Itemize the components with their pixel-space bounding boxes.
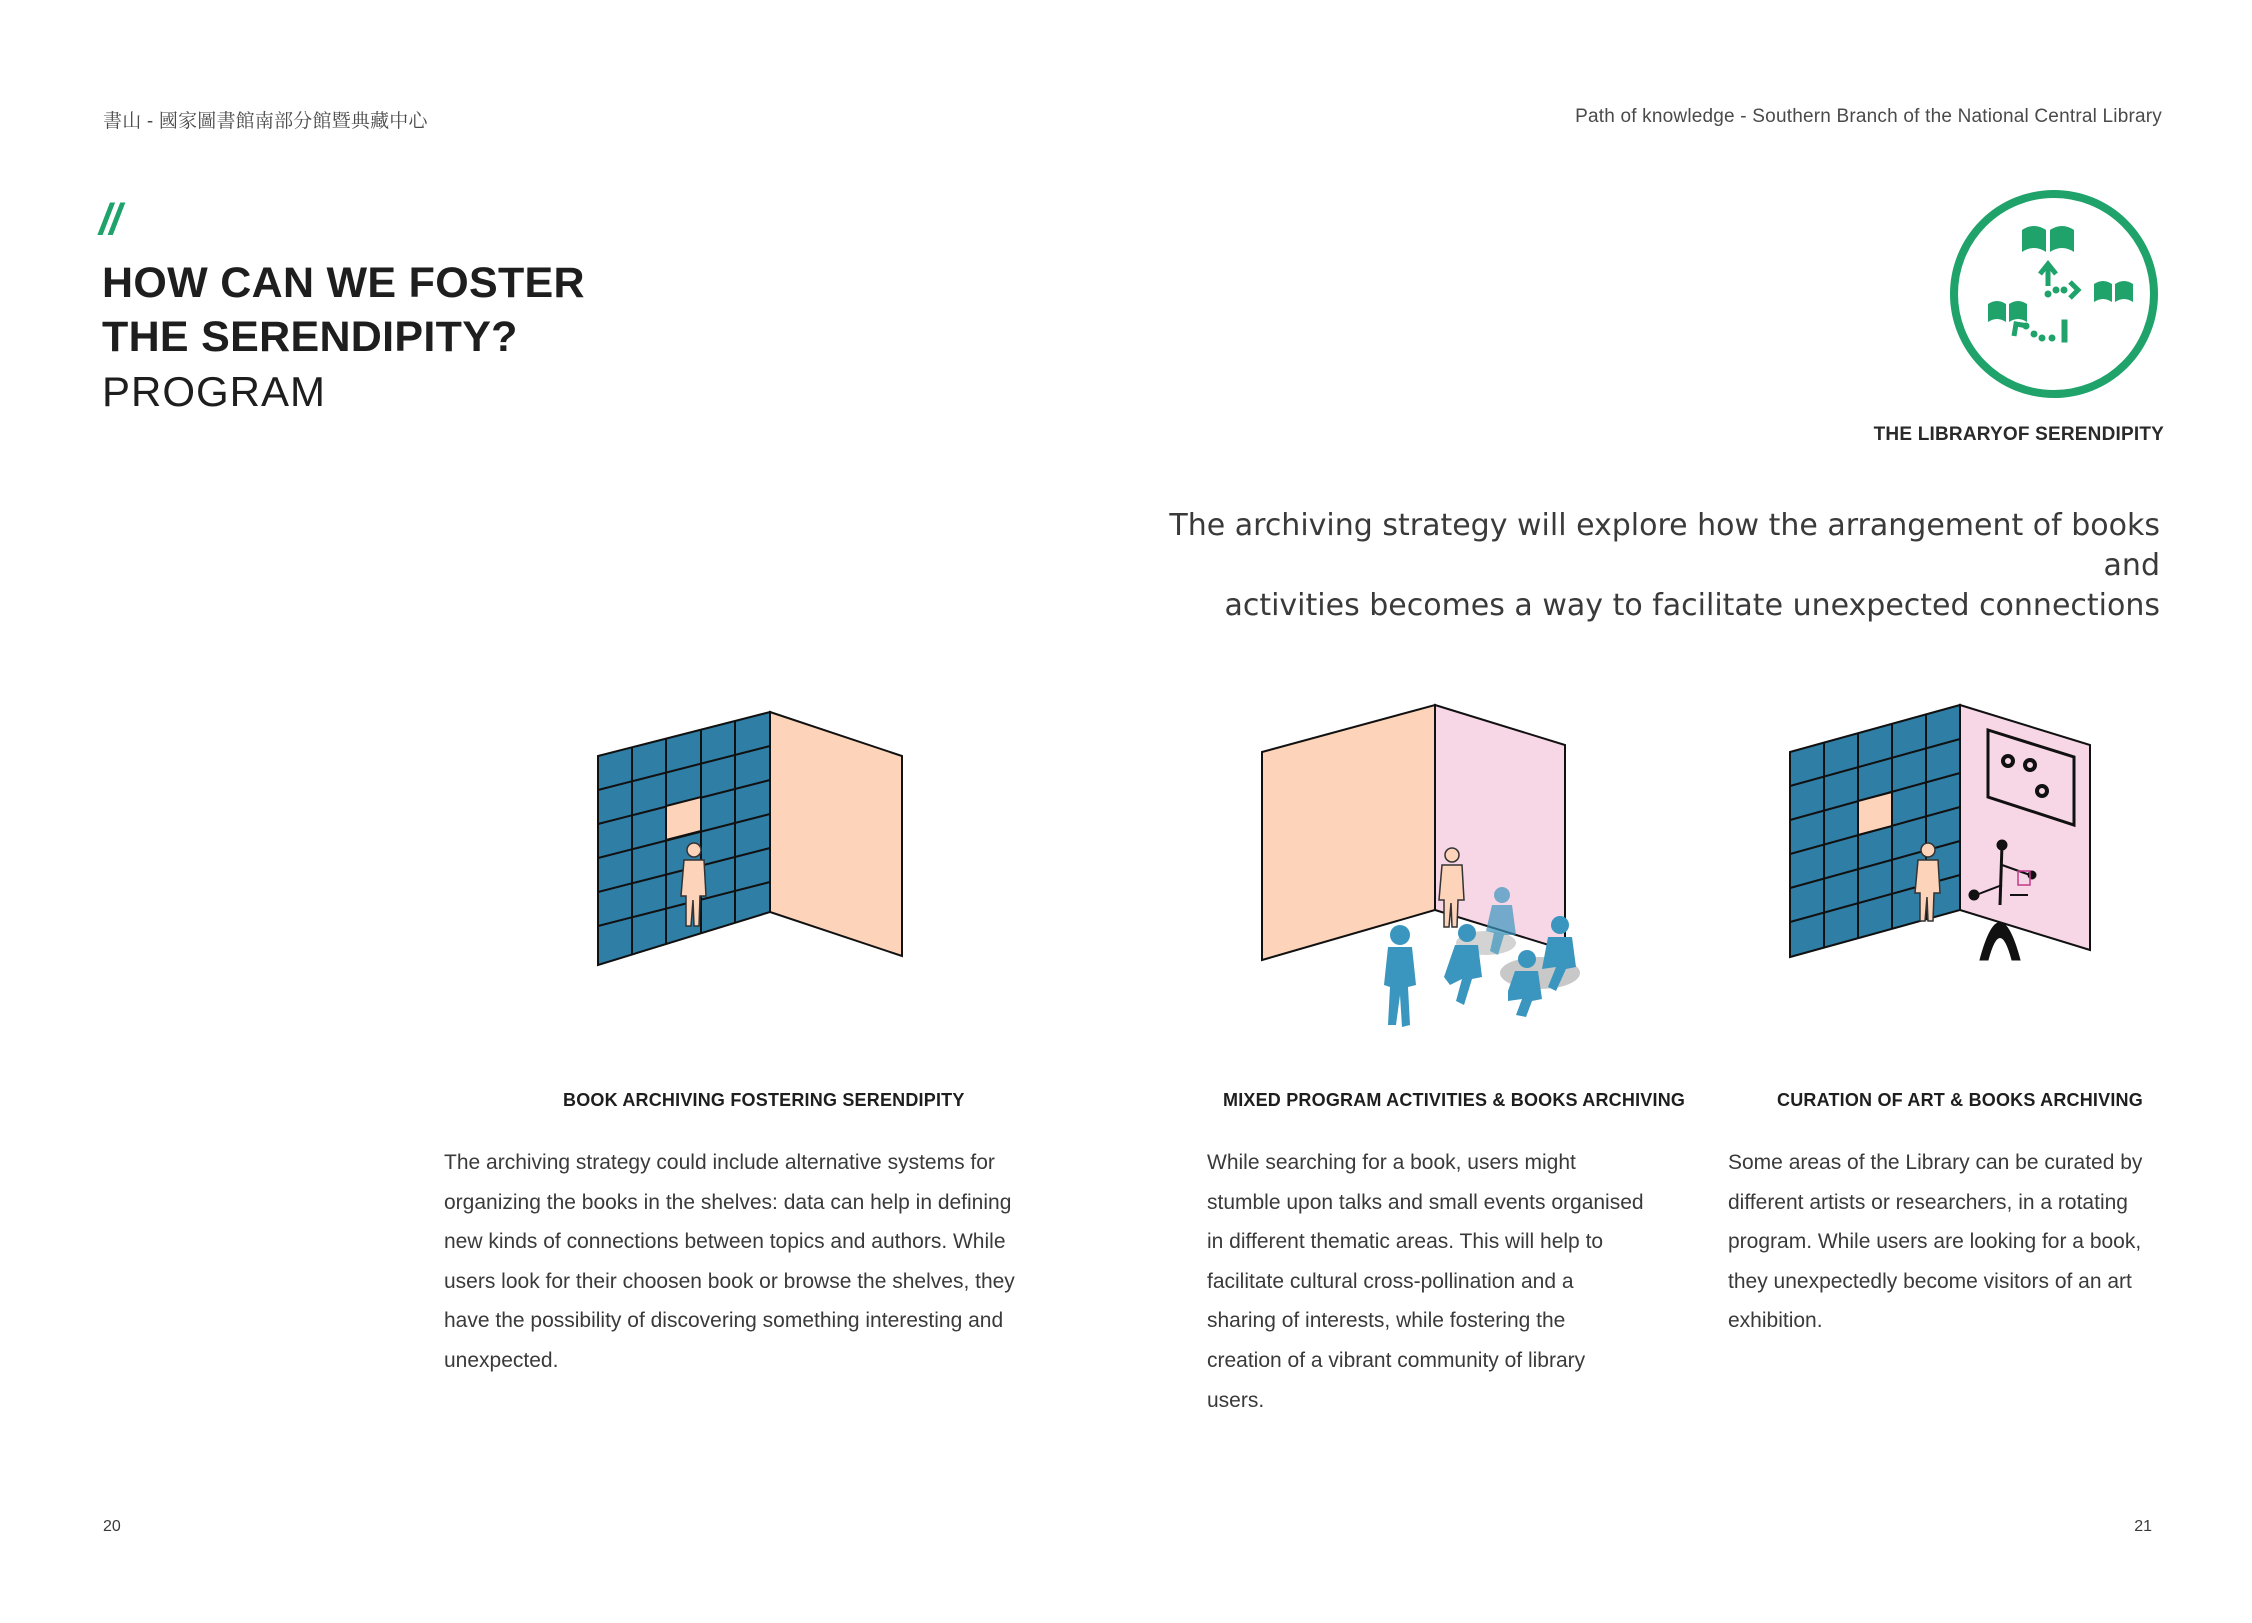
page-title-line-1: HOW CAN WE FOSTER — [102, 259, 585, 307]
text-line: users. — [1207, 1388, 1265, 1412]
text-line: The archiving strategy could include alternative systems for — [444, 1151, 995, 1174]
header-right-title: Path of knowledge - Southern Branch of the National Central Library — [1575, 106, 2162, 127]
text-line: different artists or researchers, in a rotating — [1728, 1190, 2128, 1214]
text-line: sharing of interests, while fostering the — [1207, 1309, 1566, 1333]
column-text-mixed-program — [1207, 1143, 1677, 1420]
page-subtitle: PROGRAM — [102, 368, 327, 415]
text-line: stumble upon talks and small events organised — [1207, 1190, 1644, 1214]
column-text-book-archiving — [444, 1143, 1044, 1381]
text-line: organizing the books in the shelves: data can help in defining — [444, 1190, 1012, 1214]
text-line: in different thematic areas. This will help to — [1207, 1230, 1604, 1254]
page-number-right: 21 — [2134, 1518, 2152, 1535]
column-title-mixed-program: MIXED PROGRAM ACTIVITIES & BOOKS ARCHIVING — [1223, 1090, 1686, 1110]
text-line: creation of a vibrant community of library — [1207, 1348, 1586, 1372]
books-serendipity-icon — [1946, 186, 2162, 402]
bookshelf-wall-illustration — [580, 700, 920, 970]
text-line: facilitate cultural cross-pollination and a — [1207, 1269, 1574, 1293]
text-line: exhibition. — [1728, 1309, 1823, 1333]
text-line: they unexpectedly become visitors of an art — [1728, 1269, 2132, 1293]
text-line: While searching for a book, users might — [1207, 1151, 1576, 1174]
text-line: unexpected. — [444, 1348, 559, 1372]
column-title-book-archiving: BOOK ARCHIVING FOSTERING SERENDIPITY — [563, 1090, 965, 1110]
section-mark: // — [99, 195, 120, 244]
page-number-left: 20 — [103, 1518, 121, 1535]
header-left-title: 書山 - 國家圖書館南部分館暨典藏中心 — [103, 111, 428, 132]
text-line: users look for their choosen book or browse the shelves, they — [444, 1269, 1015, 1293]
column-text-art-curation — [1728, 1143, 2168, 1341]
lead-line-2: activities becomes a way to facilitate unexpected connections — [1224, 588, 2160, 623]
page-title — [102, 256, 585, 364]
art-curation-illustration — [1780, 695, 2100, 985]
text-line: new kinds of connections between topics and authors. While — [444, 1230, 1006, 1254]
text-line: have the possibility of discovering something interesting and — [444, 1309, 1004, 1333]
events-people-illustration — [1250, 695, 1650, 1040]
text-line: Some areas of the Library can be curated by — [1728, 1151, 2143, 1174]
lead-paragraph — [1160, 506, 2160, 626]
logo-caption: THE LIBRARYOF SERENDIPITY — [1873, 424, 2164, 445]
column-title-art-curation: CURATION OF ART & BOOKS ARCHIVING — [1777, 1090, 2143, 1110]
lead-line-1: The archiving strategy will explore how the arrangement of books and — [1169, 508, 2160, 583]
text-line: program. While users are looking for a book, — [1728, 1230, 2142, 1254]
page-title-line-2: THE SERENDIPITY? — [102, 313, 518, 361]
